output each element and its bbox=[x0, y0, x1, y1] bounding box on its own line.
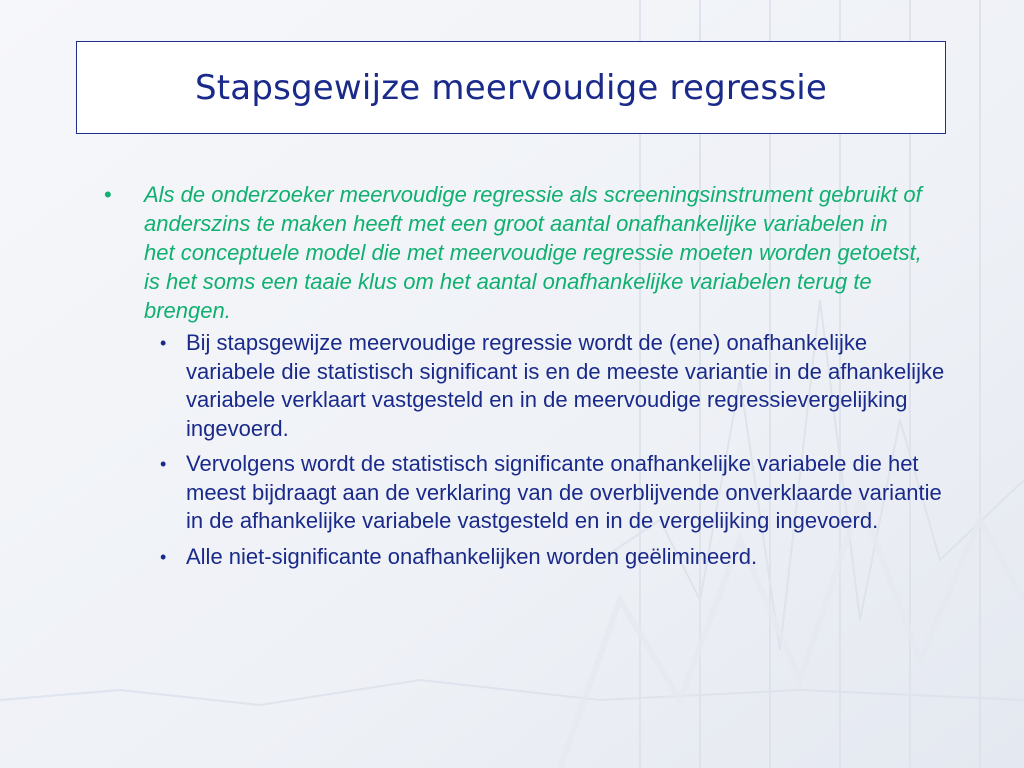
bullet-icon: • bbox=[160, 333, 167, 353]
sub-bullet-item bbox=[156, 329, 960, 443]
bullet-icon: • bbox=[104, 182, 112, 207]
slide-content bbox=[100, 180, 960, 578]
main-bullet-text: Als de onderzoeker meervoudige regressie als screeningsinstrument gebruikt of anderszins te maken heeft met een groot aantal onafhankelijke variabelen in het conceptuele model die met meervoudige regressie moeten worden getoetst, is het soms een taaie klus om het aantal onafhankelijke variabelen terug te brengen. bbox=[144, 182, 922, 323]
sub-bullet-item bbox=[156, 543, 960, 572]
bullet-icon: • bbox=[160, 546, 167, 567]
main-bullet-item bbox=[100, 180, 960, 325]
sub-bullet-text: Vervolgens wordt de statistisch significante onafhankelijke variabele die het meest bijdraagt aan de verklaring van de overblijvende onverklaarde variantie in de afhankelijke variabele vastgesteld en in de vergelijking ingevoerd. bbox=[186, 451, 942, 533]
sub-bullet-list bbox=[156, 329, 960, 571]
title-box bbox=[76, 41, 946, 134]
slide-title: Stapsgewijze meervoudige regressie bbox=[194, 67, 828, 108]
sub-bullet-text: Alle niet-significante onafhankelijken worden geëlimineerd. bbox=[186, 543, 758, 569]
bullet-icon: • bbox=[160, 454, 167, 474]
sub-bullet-item bbox=[156, 450, 960, 536]
sub-bullet-text: Bij stapsgewijze meervoudige regressie wordt de (ene) onafhankelijke variabele die statistisch significant is en de meeste variantie in de afhankelijke variabele verklaart vastgesteld en in de meervoudige regressievergelijking ingevoerd. bbox=[186, 330, 945, 441]
